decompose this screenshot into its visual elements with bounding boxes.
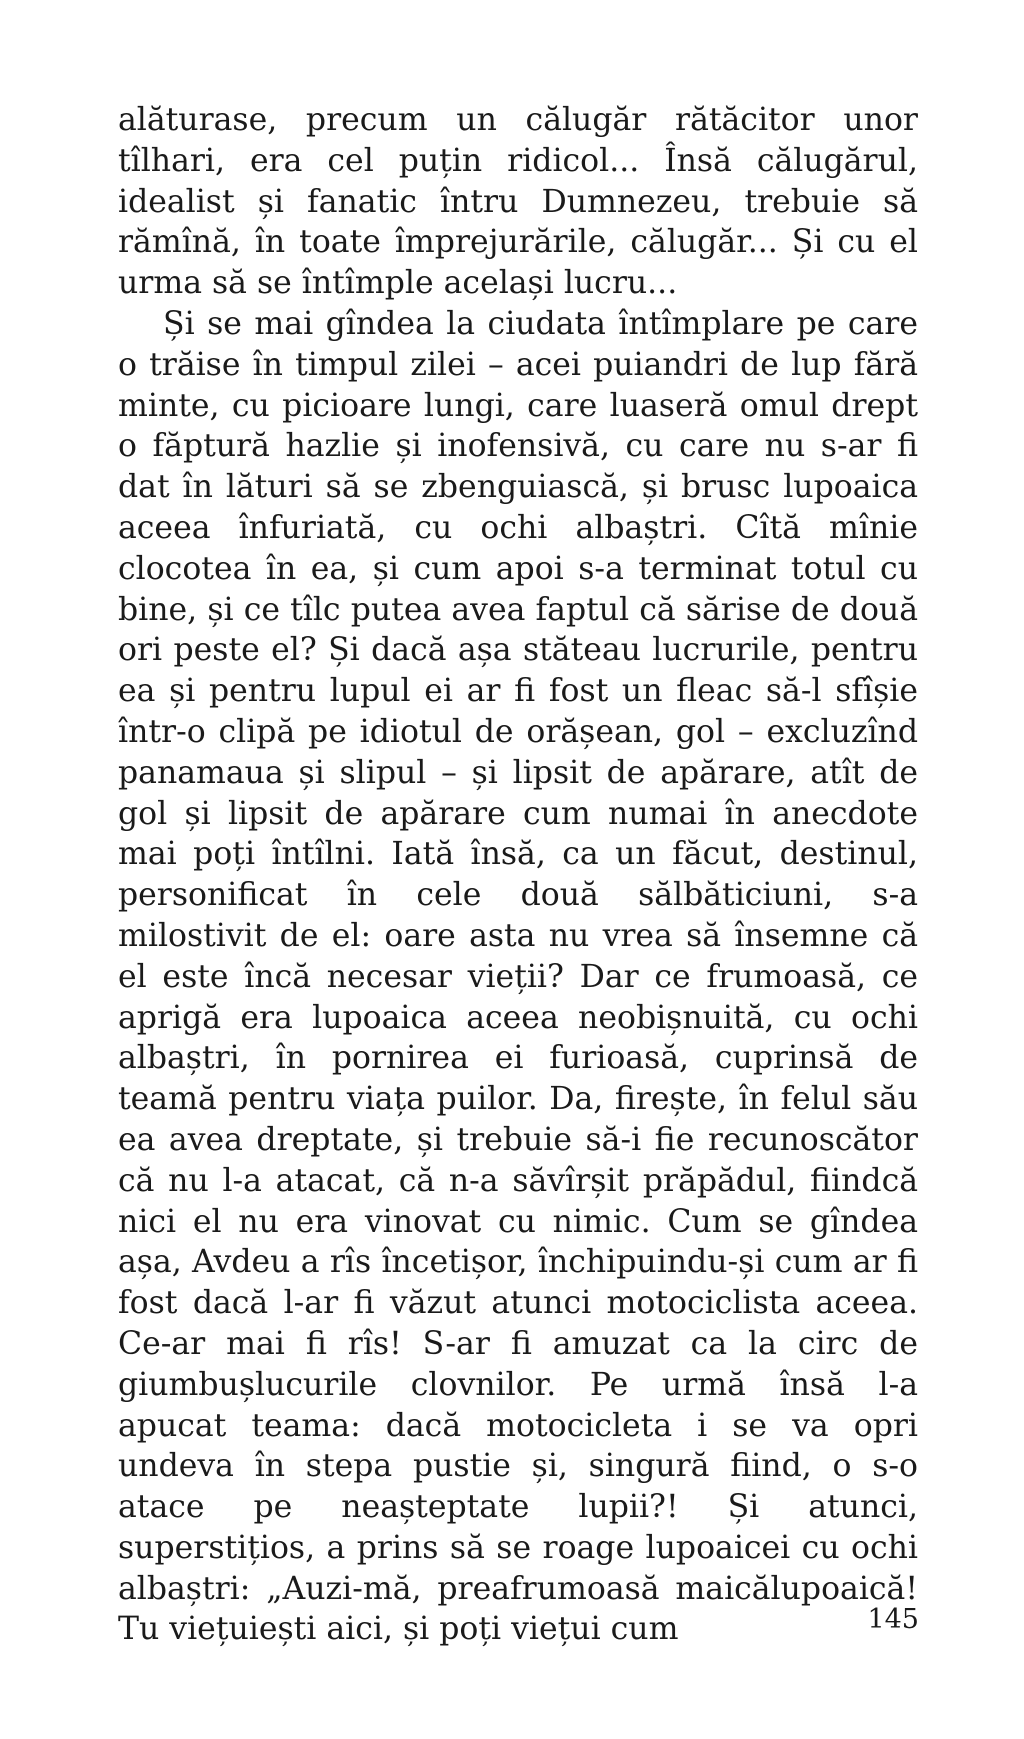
body-text [118, 100, 918, 1650]
paragraph-main: Și se mai gîndea la ciudata întîmplare pe care o trăise în timpul zilei – acei puiandri de lup fără minte, cu picioare lungi, care luaseră omul drept o făptură hazlie și inofensivă, cu care nu s-ar fi dat în lături să se zbenguiască, și brusc lupoaica aceea înfuriată, cu ochi albaștri. Cîtă mînie clocotea în ea, și cum apoi s-a terminat totul cu bine, și ce tîlc putea avea faptul că sărise de două ori peste el? Și dacă așa stăteau lucrurile, pentru ea și pentru lupul ei ar fi fost un fleac să-l sfîșie într-o clipă pe idiotul de orășean, gol – excluzînd panamaua și slipul – și lipsit de apărare, atît de gol și lipsit de apărare cum numai în anecdote mai poți întîlni. Iată însă, ca un făcut, destinul, personificat în cele două sălbăticiuni, s-a milostivit de el: oare asta nu vrea să însemne că el este încă necesar vieții? Dar ce frumoasă, ce aprigă era lupoaica aceea neobișnuită, cu ochi albaștri, în pornirea ei furioasă, cuprinsă de teamă pentru viața puilor. Da, firește, în felul său ea avea dreptate, și trebuie să-i fie recunoscător că nu l-a atacat, că n-a săvîrșit prăpădul, fiindcă nici el nu era vinovat cu nimic. Cum se gîndea așa, Avdeu a rîs încetișor, închipuindu-și cum ar fi fost dacă l-ar fi văzut atunci motociclista aceea. Ce-ar mai fi rîs! S-ar fi amuzat ca la circ de giumbușlucurile clovnilor. Pe urmă însă l-a apucat teama: dacă motocicleta i se va opri undeva în stepa pustie și, singură fiind, o s-o atace pe neașteptate lupii?! Și atunci, superstițios, a prins să se roage lupoaicei cu ochi albaștri: „Auzi-mă, preafrumoasă maicălupoaică! Tu viețuiești aici, și poți viețui cum [118, 305, 918, 1648]
page-number: 145 [867, 1604, 919, 1635]
paragraph-continuation: alăturase, precum un călugăr rătăcitor unor tîlhari, era cel puțin ridicol... Însă călugărul, idealist și fanatic întru Dumnezeu, trebuie să rămînă, în toate împrejurările, călugăr... Și cu el urma să se întîmple același lucru... [118, 102, 918, 302]
